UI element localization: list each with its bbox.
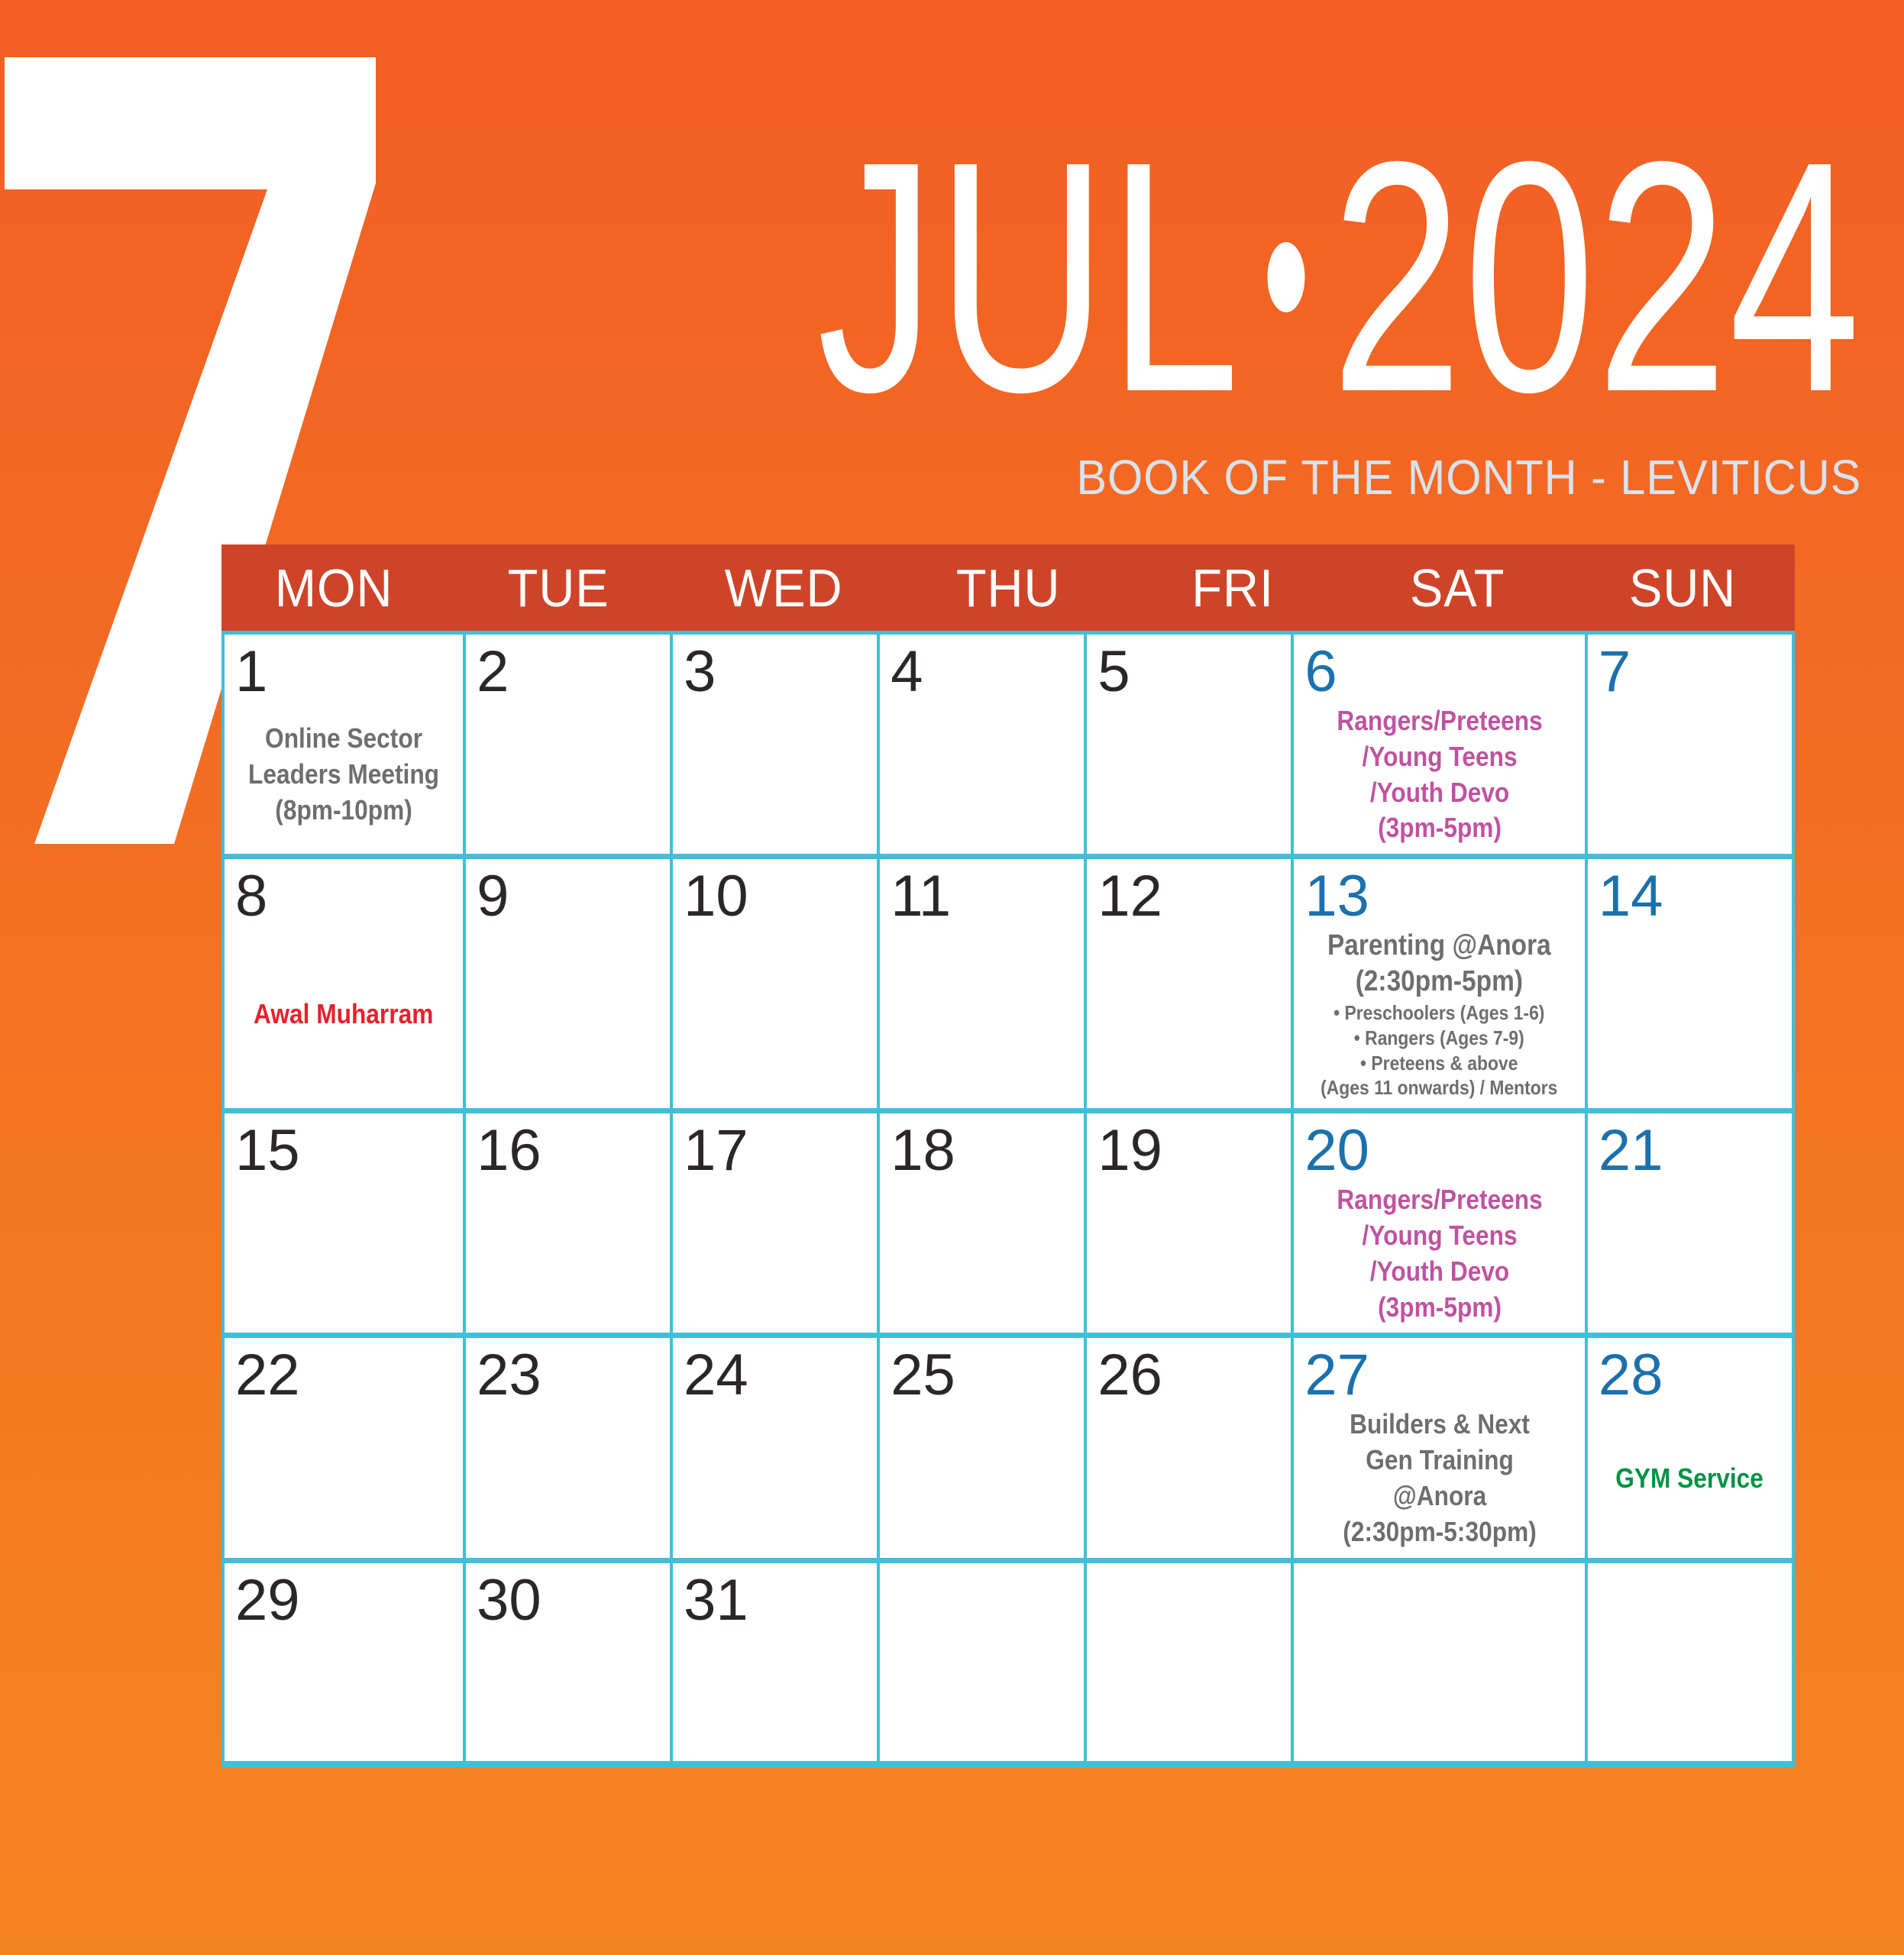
event-text: [248, 721, 439, 828]
calendar-cell-day-13: [1294, 859, 1585, 1108]
cell-events: [1097, 1407, 1280, 1549]
calendar-cell-day-27: [1294, 1338, 1585, 1557]
weekday-label-sat: SAT: [1410, 557, 1505, 618]
day-number: 2: [477, 639, 509, 704]
event-line: • Preteens & above: [1360, 1051, 1518, 1074]
event-line: /Young Teens: [1362, 1219, 1518, 1251]
event-line: /Youth Devo: [1369, 776, 1509, 808]
cell-events: [235, 703, 452, 846]
cell-events: [235, 1407, 452, 1549]
cell-events: [1599, 703, 1781, 846]
cell-events: [891, 928, 1073, 1100]
day-number: 16: [477, 1118, 541, 1184]
calendar-cell-empty: [1087, 1563, 1291, 1761]
day-number: 14: [1598, 864, 1663, 929]
weekday-label-wed: WED: [724, 557, 843, 618]
event-line: Rangers/Preteens: [1336, 705, 1543, 737]
event-line: (8pm-10pm): [275, 794, 412, 826]
calendar-cell-empty: [1588, 1563, 1792, 1761]
calendar-cell-day-22: [225, 1338, 463, 1557]
calendar-cell-day-10: [673, 859, 877, 1108]
cell-events: [684, 703, 866, 846]
calendar-cell-day-25: [880, 1338, 1084, 1557]
event-line: (3pm-5pm): [1377, 812, 1502, 844]
cell-events: [477, 1407, 659, 1549]
calendar-cell-day-29: [225, 1563, 463, 1761]
event-line: @Anora: [1392, 1480, 1486, 1511]
cell-events: [684, 1407, 866, 1549]
calendar-cell-day-5: [1087, 635, 1291, 854]
cell-events: [477, 1632, 659, 1753]
calendar-cell-day-16: [466, 1113, 670, 1333]
day-number: 23: [477, 1343, 541, 1408]
calendar-cell-day-23: [466, 1338, 670, 1557]
event-text: [1327, 928, 1551, 999]
page-subtitle: BOOK OF THE MONTH - LEVITICUS: [1076, 450, 1861, 505]
event-text: [1616, 1461, 1764, 1497]
cell-events: [684, 1632, 866, 1753]
event-line: (Ages 11 onwards) / Mentors: [1321, 1076, 1558, 1100]
cell-events: [1304, 1407, 1574, 1549]
event-line: Parenting @Anora: [1327, 929, 1552, 962]
cell-events: [235, 1182, 452, 1325]
event-text: [1343, 1407, 1537, 1549]
calendar-cell-day-12: [1087, 859, 1291, 1108]
calendar: [221, 544, 1795, 1768]
calendar-cell-day-31: [673, 1563, 877, 1761]
day-number: 21: [1598, 1118, 1663, 1184]
event-line: • Rangers (Ages 7-9): [1354, 1026, 1525, 1049]
calendar-cell-day-6: [1294, 635, 1585, 854]
calendar-cell-day-24: [673, 1338, 877, 1557]
day-number: 10: [684, 864, 748, 929]
calendar-cell-empty: [1294, 1563, 1585, 1761]
day-number: [1599, 1569, 1781, 1632]
calendar-cell-day-4: [880, 635, 1084, 854]
day-number: 8: [235, 864, 268, 929]
day-number: 17: [684, 1118, 748, 1184]
day-number: [891, 1569, 1073, 1632]
day-number: 25: [891, 1343, 955, 1408]
calendar-cell-day-21: [1588, 1113, 1792, 1333]
calendar-cell-day-11: [880, 859, 1084, 1108]
calendar-grid: [221, 631, 1795, 1768]
weekday-label-thu: THU: [955, 557, 1061, 618]
day-number: 31: [684, 1567, 748, 1633]
day-number: 13: [1304, 864, 1369, 929]
day-number: 5: [1097, 639, 1130, 704]
calendar-cell-day-17: [673, 1113, 877, 1333]
weekday-label-fri: FRI: [1191, 557, 1275, 618]
event-line: Awal Muharram: [254, 997, 434, 1029]
day-number: 15: [235, 1118, 300, 1184]
cell-events: [477, 1182, 659, 1325]
cell-events: [235, 1632, 452, 1753]
calendar-cell-day-3: [673, 635, 877, 854]
title-year: 2024: [1330, 94, 1861, 460]
cell-events: [891, 1407, 1073, 1549]
cell-events: [1304, 1182, 1574, 1325]
event-line: /Youth Devo: [1369, 1255, 1509, 1287]
cell-events: [891, 1182, 1073, 1325]
title-month: JUL: [816, 94, 1241, 460]
cell-events: [1599, 1182, 1781, 1325]
calendar-cell-day-20: [1294, 1113, 1585, 1333]
event-line: /Young Teens: [1362, 740, 1518, 772]
calendar-cell-day-19: [1087, 1113, 1291, 1333]
calendar-cell-day-14: [1588, 859, 1792, 1108]
event-line: Builders & Next: [1349, 1408, 1530, 1440]
event-line: (3pm-5pm): [1377, 1291, 1502, 1323]
day-number: 12: [1097, 864, 1162, 929]
calendar-cell-day-15: [225, 1113, 463, 1333]
calendar-cell-day-1: [225, 635, 463, 854]
event-text: [1321, 1000, 1558, 1100]
day-number: 20: [1304, 1118, 1369, 1184]
calendar-cell-day-8: [225, 859, 463, 1108]
event-line: (2:30pm-5:30pm): [1342, 1515, 1537, 1547]
page-title: [816, 94, 1861, 460]
event-line: Rangers/Preteens: [1336, 1184, 1543, 1216]
weekday-label-tue: TUE: [507, 557, 609, 618]
cell-events: [1097, 1632, 1280, 1753]
weekday-header-row: [221, 544, 1795, 631]
calendar-cell-day-30: [466, 1563, 670, 1761]
day-number: 19: [1097, 1118, 1162, 1184]
day-number: 3: [684, 639, 716, 704]
day-number: 18: [891, 1118, 955, 1184]
event-text: [1337, 703, 1542, 846]
day-number: 11: [891, 864, 952, 929]
day-number: 7: [1598, 639, 1631, 704]
day-number: 9: [477, 864, 509, 929]
cell-events: [1304, 703, 1574, 846]
event-text: [1337, 1182, 1542, 1325]
cell-events: [235, 928, 452, 1100]
calendar-cell-empty: [880, 1563, 1084, 1761]
calendar-cell-day-26: [1087, 1338, 1291, 1557]
calendar-cell-day-9: [466, 859, 670, 1108]
cell-events: [891, 1632, 1073, 1753]
cell-events: [684, 1182, 866, 1325]
cell-events: [684, 928, 866, 1100]
weekday-label-sun: SUN: [1628, 557, 1736, 618]
day-number: 1: [235, 639, 268, 704]
cell-events: [1599, 1407, 1781, 1549]
day-number: 27: [1304, 1343, 1369, 1408]
event-line: Leaders Meeting: [248, 758, 440, 790]
day-number: 22: [235, 1343, 300, 1408]
cell-events: [1599, 928, 1781, 1100]
event-line: Gen Training: [1365, 1444, 1514, 1476]
event-line: (2:30pm-5pm): [1356, 965, 1524, 997]
cell-events: [891, 703, 1073, 846]
day-number: 29: [235, 1567, 300, 1633]
event-line: GYM Service: [1615, 1462, 1764, 1494]
calendar-cell-day-18: [880, 1113, 1084, 1333]
calendar-cell-day-28: [1588, 1338, 1792, 1557]
day-number: [1304, 1569, 1574, 1632]
day-number: 24: [684, 1343, 748, 1408]
cell-events: [1599, 1632, 1781, 1753]
day-number: 4: [891, 639, 923, 704]
day-number: 28: [1598, 1343, 1663, 1408]
cell-events: [477, 928, 659, 1100]
calendar-cell-day-2: [466, 635, 670, 854]
weekday-label-mon: MON: [274, 557, 393, 618]
cell-events: [1304, 928, 1574, 1100]
cell-events: [1097, 703, 1280, 846]
day-number: 30: [477, 1567, 541, 1633]
cell-events: [477, 703, 659, 846]
event-line: • Preschoolers (Ages 1-6): [1333, 1001, 1545, 1025]
title-separator-dot-icon: [1267, 242, 1304, 312]
day-number: [1097, 1569, 1280, 1632]
event-text: [254, 997, 433, 1032]
day-number: 6: [1304, 639, 1337, 704]
cell-events: [1097, 928, 1280, 1100]
cell-events: [1097, 1182, 1280, 1325]
cell-events: [1304, 1632, 1574, 1753]
day-number: 26: [1097, 1343, 1162, 1408]
event-line: Online Sector: [265, 722, 423, 755]
calendar-cell-day-7: [1588, 635, 1792, 854]
